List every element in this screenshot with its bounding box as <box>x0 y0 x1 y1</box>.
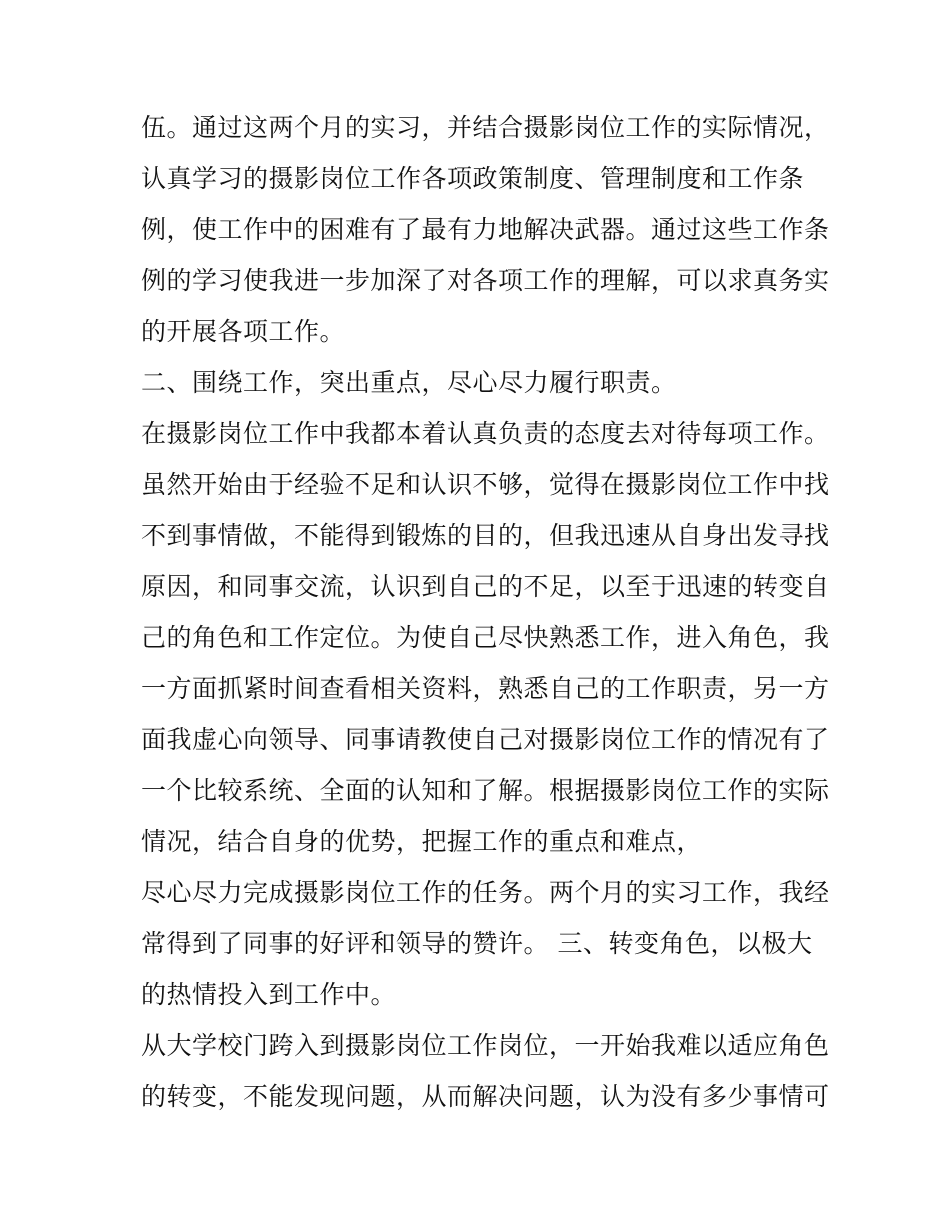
text-line: 从大学校门跨入到摄影岗位工作岗位，一开始我难以适应角色 <box>141 1031 830 1060</box>
text-line: 尽心尽力完成摄影岗位工作的任务。两个月的实习工作，我经 <box>141 878 830 907</box>
text-line: 不到事情做，不能得到锻炼的目的，但我迅速从自身出发寻找 <box>141 521 830 550</box>
text-line: 一个比较系统、全面的认知和了解。根据摄影岗位工作的实际 <box>141 776 830 805</box>
text-line: 常得到了同事的好评和领导的赞许。 三、转变角色，以极大 <box>141 929 813 958</box>
text-line: 例，使工作中的困难有了最有力地解决武器。通过这些工作条 <box>141 215 830 244</box>
text-line: 伍。通过这两个月的实习，并结合摄影岗位工作的实际情况， <box>141 113 830 142</box>
text-line: 一方面抓紧时间查看相关资料，熟悉自己的工作职责，另一方 <box>141 674 830 703</box>
text-line: 的转变，不能发现问题，从而解决问题，认为没有多少事情可 <box>141 1082 830 1111</box>
text-line: 情况，结合自身的优势，把握工作的重点和难点， <box>141 827 703 856</box>
text-line: 的开展各项工作。 <box>141 317 346 346</box>
text-line: 己的角色和工作定位。为使自己尽快熟悉工作，进入角色，我 <box>141 623 830 652</box>
document-body <box>141 102 830 1122</box>
text-line: 面我虚心向领导、同事请教使自己对摄影岗位工作的情况有了 <box>141 725 830 754</box>
text-line: 虽然开始由于经验不足和认识不够，觉得在摄影岗位工作中找 <box>141 470 830 499</box>
text-line: 例的学习使我进一步加深了对各项工作的理解，可以求真务实 <box>141 266 830 295</box>
text-line: 原因，和同事交流，认识到自己的不足，以至于迅速的转变自 <box>141 572 830 601</box>
text-line: 认真学习的摄影岗位工作各项政策制度、管理制度和工作条 <box>141 164 805 193</box>
section-heading-2: 二、围绕工作，突出重点，尽心尽力履行职责。 <box>141 368 677 397</box>
text-line: 的热情投入到工作中。 <box>141 980 397 1009</box>
text-line: 在摄影岗位工作中我都本着认真负责的态度去对待每项工作。 <box>141 419 830 448</box>
